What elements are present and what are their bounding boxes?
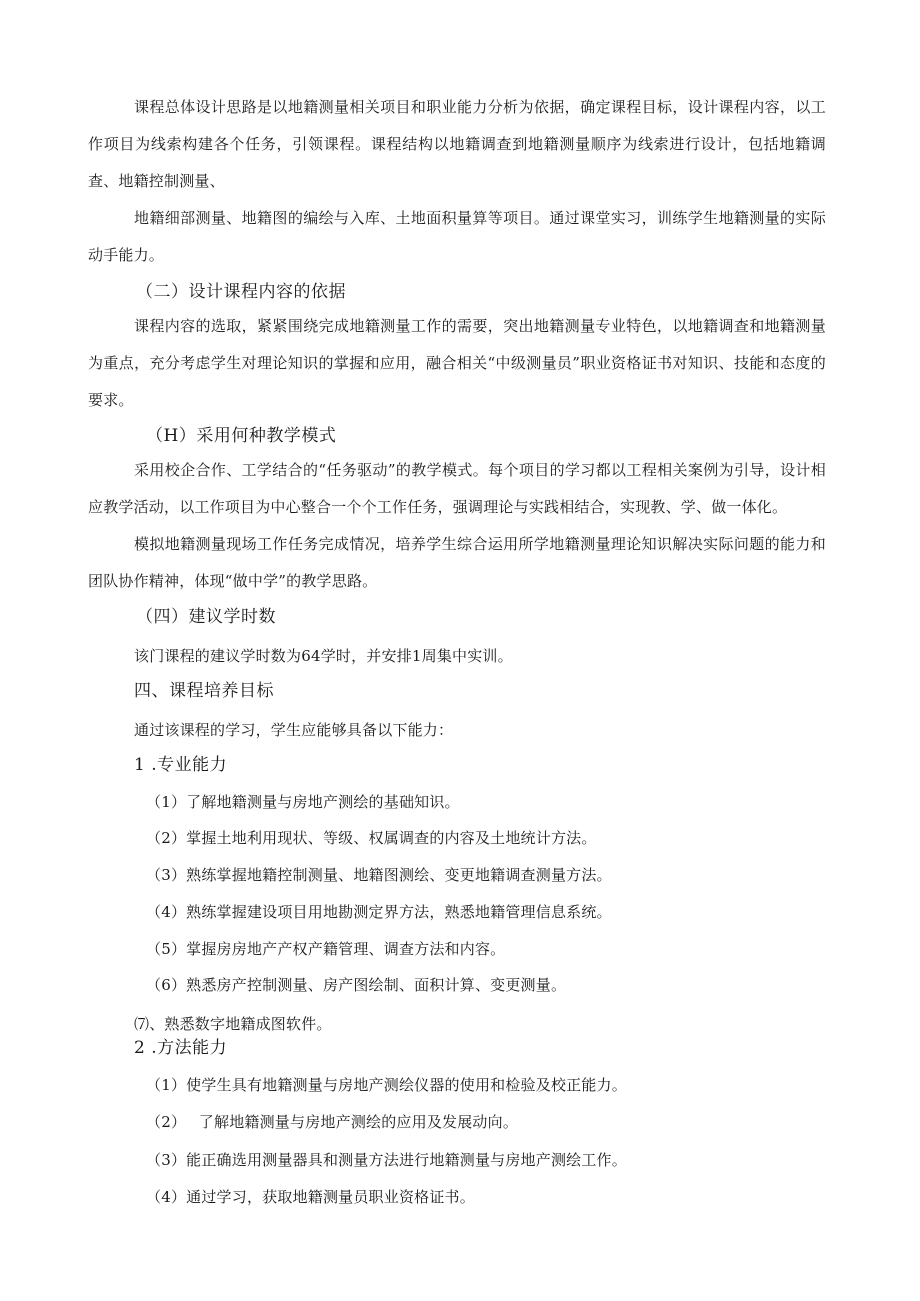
basis-paragraph: 课程内容的选取，紧紧围绕完成地籍测量工作的需要，突出地籍测量专业特色，以地籍调查和地籍测量为重点，充分考虑学生对理论知识的掌握和应用，融合相关“中级测量员”职业资格证书对知识、技能和态度的要求。 (88, 317, 826, 409)
professional-item-5: （5）掌握房房地产产权产籍管理、调查方法和内容。 (146, 940, 506, 958)
method-item-1: （1）使学生具有地籍测量与房地产测绘仪器的使用和检验及校正能力。 (146, 1076, 627, 1094)
section-heading-teaching-mode: （H）采用何种教学模式 (146, 426, 337, 446)
teaching-mode-paragraph-2: 模拟地籍测量现场工作任务完成情况，培养学生综合运用所学地籍测量理论知识解决实际问题的能力和团队协作精神，体现“做中学”的教学思路。 (88, 535, 826, 590)
teaching-mode-paragraph-1: 采用校企合作、工学结合的“任务驱动”的教学模式。每个项目的学习都以工程相关案例为引导，设计相应教学活动，以工作项目为中心整合一个个工作任务，强调理论与实践相结合，实现教、学、做一体化。 (88, 461, 826, 516)
method-ability-heading: 2 .方法能力 (134, 1038, 228, 1058)
professional-item-1: （1）了解地籍测量与房地产测绘的基础知识。 (146, 793, 460, 811)
professional-item-4: （4）熟练掌握建设项目用地勘测定界方法，熟悉地籍管理信息系统。 (146, 903, 612, 921)
section-heading-hours: （四）建议学时数 (136, 607, 276, 627)
professional-item-3: （3）熟练掌握地籍控制测量、地籍图测绘、变更地籍调查测量方法。 (146, 866, 612, 884)
section-heading-goals: 四、课程培养目标 (134, 681, 274, 701)
professional-ability-heading: 1 .专业能力 (134, 755, 228, 775)
design-paragraph-2: 地籍细部测量、地籍图的编绘与入库、土地面积量算等项目。通过课堂实习，训练学生地籍测量的实际动手能力。 (88, 209, 826, 264)
design-paragraph-1: 课程总体设计思路是以地籍测量相关项目和职业能力分析为依据，确定课程目标，设计课程内容，以工作项目为线索构建各个任务，引领课程。课程结构以地籍调查到地籍测量顺序为线索进行设计，包括地籍调查、地籍控制测量、 (88, 98, 826, 190)
professional-item-2: （2）掌握土地利用现状、等级、权属调查的内容及土地统计方法。 (146, 829, 597, 847)
section-heading-basis: （二）设计课程内容的依据 (136, 282, 346, 302)
goals-intro: 通过该课程的学习，学生应能够具备以下能力： (134, 721, 454, 739)
hours-text: 该门课程的建议学时数为64学时，并安排1周集中实训。 (134, 647, 513, 665)
professional-item-6: （6）熟悉房产控制测量、房产图绘制、面积计算、变更测量。 (146, 976, 567, 994)
method-item-3: （3）能正确选用测量器具和测量方法进行地籍测量与房地产测绘工作。 (146, 1151, 627, 1169)
method-item-2: （2） 了解地籍测量与房地产测绘的应用及发展动向。 (146, 1113, 519, 1131)
professional-item-7: ⑺、熟悉数字地籍成图软件。 (134, 1015, 332, 1033)
method-item-4: （4）通过学习，获取地籍测量员职业资格证书。 (146, 1188, 475, 1206)
